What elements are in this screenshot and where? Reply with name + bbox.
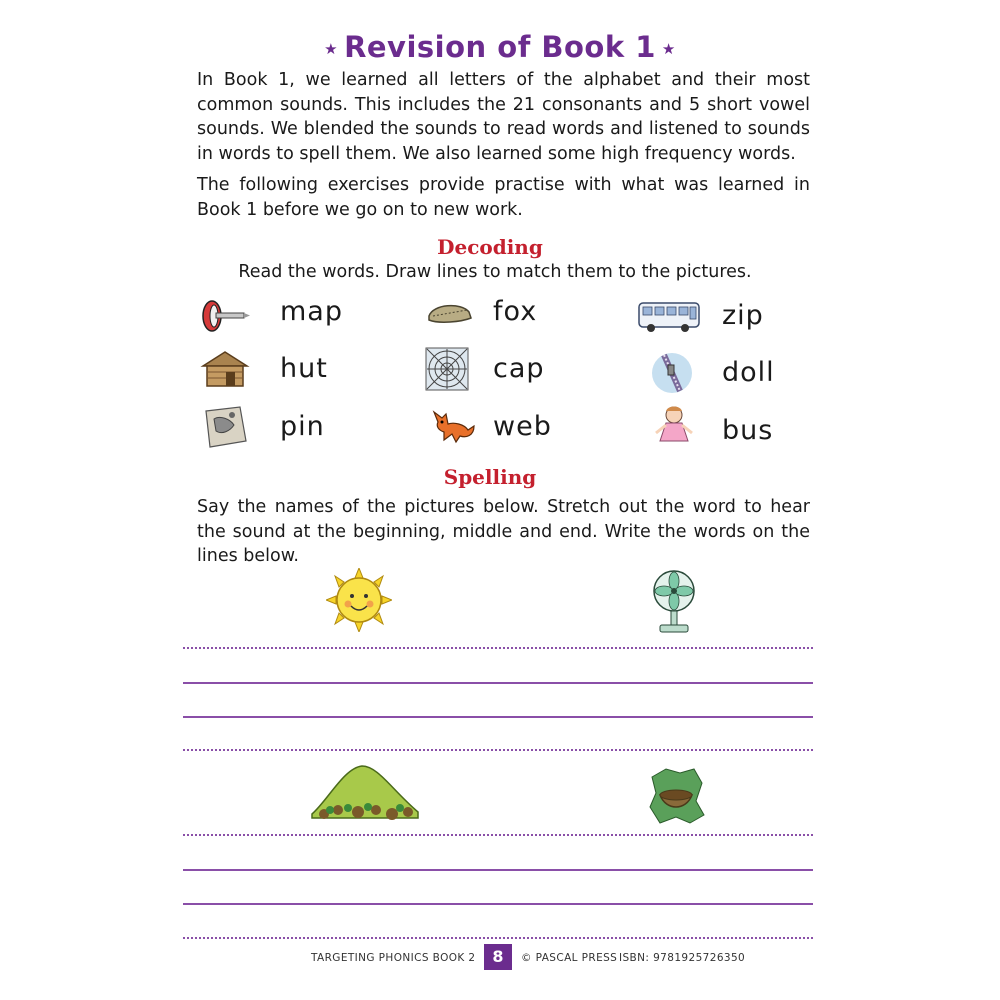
hut-icon <box>200 350 246 390</box>
word-bus: bus <box>722 415 774 446</box>
fan-icon <box>652 569 696 639</box>
map-icon <box>200 405 246 445</box>
intro-paragraph-1: In Book 1, we learned all letters of the alphabet and their most common sounds. This includes the 21 consonants and 5 short vowel sounds. We blended the sounds to read words and listened to sounds in words to spell them. We also learned some high frequency words. <box>197 70 810 164</box>
writing-line-dotted-2[interactable] <box>183 749 813 751</box>
pin-icon <box>200 296 246 336</box>
word-map: map <box>280 296 343 327</box>
word-web: web <box>493 411 552 442</box>
hill-icon <box>308 760 422 826</box>
writing-line-solid-4[interactable] <box>183 903 813 905</box>
page-title <box>0 30 1000 64</box>
word-doll: doll <box>722 357 775 388</box>
writing-line-solid-2[interactable] <box>183 716 813 718</box>
spelling-instruction: Say the names of the pictures below. Stretch out the word to hear the sound at the beginning, middle and end. Write the words on the lines below. <box>197 497 810 566</box>
decoding-instruction: Read the words. Draw lines to match them to the pictures. <box>238 262 752 282</box>
word-hut: hut <box>280 353 328 384</box>
fox-icon <box>430 404 476 444</box>
doll-icon <box>652 403 698 443</box>
writing-line-solid-1[interactable] <box>183 682 813 684</box>
word-fox: fox <box>493 296 538 327</box>
word-cap: cap <box>493 353 545 384</box>
sun-icon <box>326 568 392 636</box>
intro-paragraph-2: The following exercises provide practise with what was learned in Book 1 before we go on to new work. <box>197 175 810 220</box>
word-pin: pin <box>280 411 325 442</box>
writing-line-dotted-4[interactable] <box>183 937 813 939</box>
writing-line-solid-3[interactable] <box>183 869 813 871</box>
writing-line-dotted-1[interactable] <box>183 647 813 649</box>
page-title-text: Revision of Book 1 <box>344 30 656 64</box>
footer-isbn: ISBN: 9781925726350 <box>619 952 746 964</box>
nest-icon <box>646 767 706 831</box>
footer-book-title: TARGETING PHONICS BOOK 2 <box>311 952 476 964</box>
zip-icon <box>650 351 696 391</box>
page-number: 8 <box>484 944 512 970</box>
footer-publisher: © PASCAL PRESS <box>521 952 618 964</box>
word-zip: zip <box>722 300 764 331</box>
web-icon <box>425 347 471 387</box>
decoding-heading: Decoding <box>437 235 543 259</box>
writing-line-dotted-3[interactable] <box>183 834 813 836</box>
spelling-heading: Spelling <box>443 465 537 489</box>
star-icon-left: ★ <box>324 40 339 58</box>
bus-icon <box>637 300 683 340</box>
star-icon-right: ★ <box>661 40 676 58</box>
cap-icon <box>425 296 471 336</box>
